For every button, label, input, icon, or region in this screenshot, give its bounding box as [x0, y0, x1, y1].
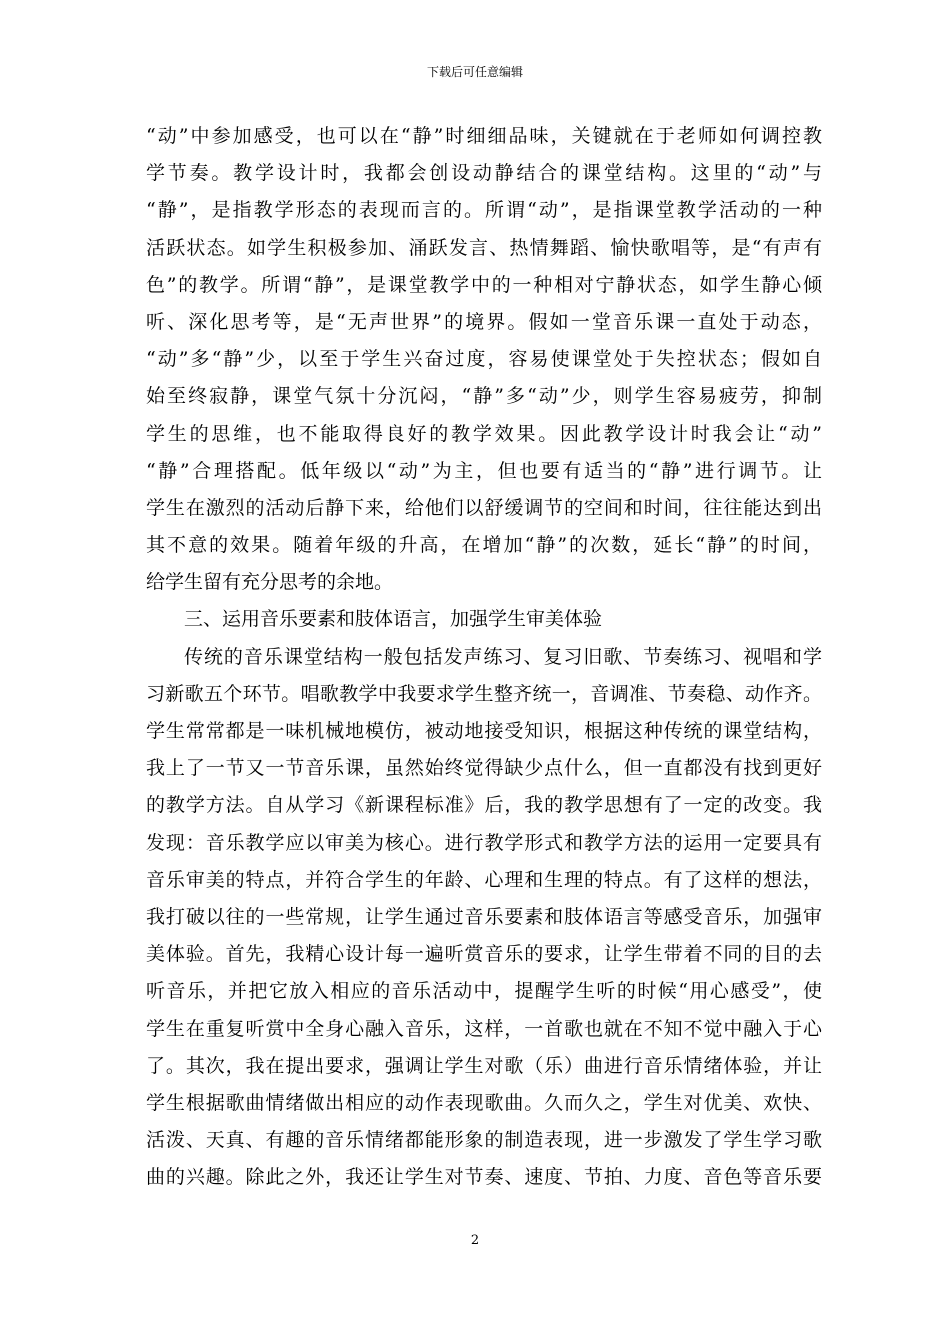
text-line: “动”中参加感受，也可以在“静”时细细品味，关键就在于老师如何调控教 [146, 125, 822, 147]
body-text [146, 118, 822, 1196]
text-line: 曲的兴趣。除此之外，我还让学生对节奏、速度、节拍、力度、音色等音乐要 [146, 1166, 822, 1189]
text-line: 活泼、天真、有趣的音乐情绪都能形象的制造表现，进一步激发了学生学习歌 [146, 1129, 822, 1152]
text-line: 了。其次，我在提出要求，强调让学生对歌（乐）曲进行音乐情绪体验，并让 [146, 1054, 822, 1077]
text-line: 学生在激烈的活动后静下来，给他们以舒缓调节的空间和时间，往往能达到出 [146, 496, 822, 519]
text-line: “静”，是指教学形态的表现而言的。所谓“动”，是指课堂教学活动的一种 [146, 199, 822, 222]
text-line: 学生常常都是一味机械地模仿，被动地接受知识，根据这种传统的课堂结构， [146, 720, 822, 742]
text-line: 学节奏。教学设计时，我都会创设动静结合的课堂结构。这里的“动”与 [146, 162, 822, 185]
text-line: 学生的思维，也不能取得良好的教学效果。因此教学设计时我会让“动” [146, 422, 822, 445]
text-line: 学生在重复听赏中全身心融入音乐，这样，一首歌也就在不知不觉中融入于心 [146, 1017, 822, 1040]
text-line: 的教学方法。自从学习《新课程标准》后，我的教学思想有了一定的改变。我 [146, 794, 822, 817]
text-line: 给学生留有充分思考的余地。 [146, 571, 394, 594]
text-line: 活跃状态。如学生积极参加、涌跃发言、热情舞蹈、愉快歌唱等，是“有声有 [146, 236, 822, 259]
text-line: 始至终寂静，课堂气氛十分沉闷，“静”多“动”少，则学生容易疲劳，抑制 [146, 385, 822, 408]
text-line: 我上了一节又一节音乐课，虽然始终觉得缺少点什么，但一直都没有找到更好 [146, 757, 822, 780]
text-line: 习新歌五个环节。唱歌教学中我要求学生整齐统一，音调准、节奏稳、动作齐。 [146, 682, 822, 705]
text-line: 色”的教学。所谓“静”，是课堂教学中的一种相对宁静状态，如学生静心倾 [146, 273, 822, 296]
text-line: 传统的音乐课堂结构一般包括发声练习、复习旧歌、节奏练习、视唱和学 [184, 645, 822, 668]
page-header: 下载后可任意编辑 [426, 65, 523, 79]
text-line: 发现：音乐教学应以审美为核心。进行教学形式和教学方法的运用一定要具有 [146, 831, 822, 854]
page-number: 2 [470, 1233, 480, 1248]
text-line: 美体验。首先，我精心设计每一遍听赏音乐的要求，让学生带着不同的目的去 [146, 943, 822, 966]
section-heading: 三、运用音乐要素和肢体语言，加强学生审美体验 [184, 608, 603, 631]
text-line: 听、深化思考等，是“无声世界”的境界。假如一堂音乐课一直处于动态， [146, 310, 822, 333]
text-line: 我打破以往的一些常规，让学生通过音乐要素和肢体语言等感受音乐，加强审 [146, 905, 822, 928]
text-line: 音乐审美的特点，并符合学生的年龄、心理和生理的特点。有了这样的想法， [146, 868, 822, 891]
text-line: 听音乐，并把它放入相应的音乐活动中，提醒学生听的时候“用心感受”，使 [146, 980, 822, 1003]
text-line: “静”合理搭配。低年级以“动”为主，但也要有适当的“静”进行调节。让 [146, 459, 822, 482]
text-line: “动”多“静”少，以至于学生兴奋过度，容易使课堂处于失控状态；假如自 [146, 348, 822, 371]
text-line: 学生根据歌曲情绪做出相应的动作表现歌曲。久而久之，学生对优美、欢快、 [146, 1091, 822, 1114]
text-line: 其不意的效果。随着年级的升高，在增加“静”的次数，延长“静”的时间， [146, 534, 822, 557]
